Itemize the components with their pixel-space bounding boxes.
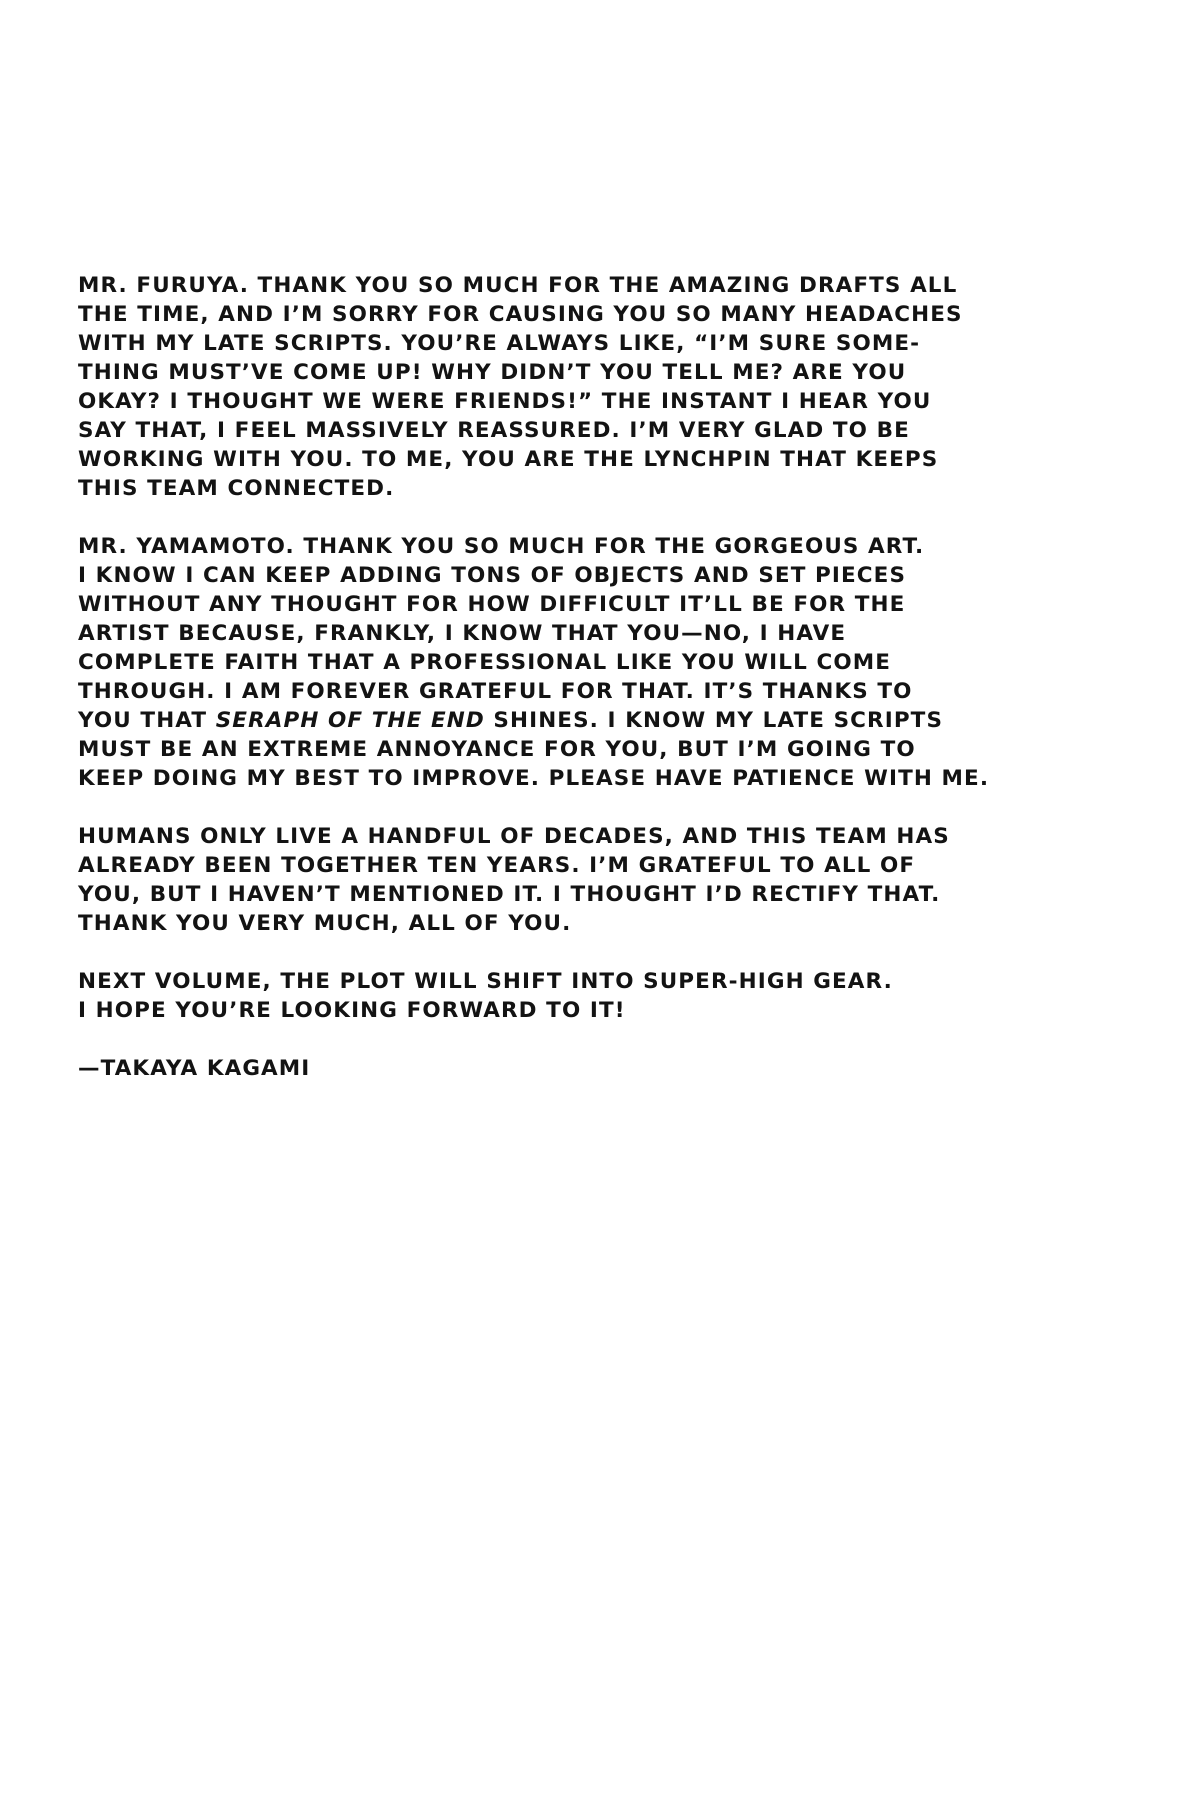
afterword-line: YOU, BUT I HAVEN’T MENTIONED IT. I THOUGHT I’D RECTIFY THAT.	[78, 882, 941, 907]
afterword-line: ARTIST BECAUSE, FRANKLY, I KNOW THAT YOU—NO, I HAVE	[78, 621, 847, 646]
afterword-line: MR. YAMAMOTO. THANK YOU SO MUCH FOR THE GORGEOUS ART.	[78, 534, 925, 559]
paragraph-next-volume-teaser	[78, 967, 1088, 1025]
afterword-line: THROUGH. I AM FOREVER GRATEFUL FOR THAT. IT’S THANKS TO	[78, 679, 913, 704]
afterword-line: I KNOW I CAN KEEP ADDING TONS OF OBJECTS AND SET PIECES	[78, 563, 907, 588]
afterword-line: COMPLETE FAITH THAT A PROFESSIONAL LIKE YOU WILL COME	[78, 650, 891, 675]
afterword-line-with-title	[78, 706, 1088, 735]
text-segment: SHINES. I KNOW MY LATE SCRIPTS	[484, 708, 944, 733]
afterword-line: WITHOUT ANY THOUGHT FOR HOW DIFFICULT IT’LL BE FOR THE	[78, 592, 906, 617]
paragraph-yamamoto-thanks	[78, 532, 1088, 793]
afterword-line: WORKING WITH YOU. TO ME, YOU ARE THE LYNCHPIN THAT KEEPS	[78, 447, 939, 472]
author-signature: —TAKAYA KAGAMI	[78, 1056, 311, 1081]
afterword-line: SAY THAT, I FEEL MASSIVELY REASSURED. I’M VERY GLAD TO BE	[78, 418, 910, 443]
afterword-line: KEEP DOING MY BEST TO IMPROVE. PLEASE HAVE PATIENCE WITH ME.	[78, 766, 990, 791]
afterword-line: THANK YOU VERY MUCH, ALL OF YOU.	[78, 911, 572, 936]
afterword-text-block	[78, 271, 1088, 1083]
afterword-line: MR. FURUYA. THANK YOU SO MUCH FOR THE AMAZING DRAFTS ALL	[78, 273, 958, 298]
text-segment: YOU THAT	[78, 708, 216, 733]
series-title: SERAPH OF THE END	[215, 708, 485, 733]
paragraph-team-gratitude	[78, 822, 1088, 938]
afterword-line: OKAY? I THOUGHT WE WERE FRIENDS!” THE INSTANT I HEAR YOU	[78, 389, 932, 414]
afterword-line: NEXT VOLUME, THE PLOT WILL SHIFT INTO SUPER-HIGH GEAR.	[78, 969, 893, 994]
afterword-line: I HOPE YOU’RE LOOKING FORWARD TO IT!	[78, 998, 626, 1023]
afterword-line: THING MUST’VE COME UP! WHY DIDN’T YOU TELL ME? ARE YOU	[78, 360, 907, 385]
afterword-line: ALREADY BEEN TOGETHER TEN YEARS. I’M GRATEFUL TO ALL OF	[78, 853, 916, 878]
paragraph-furuya-thanks	[78, 271, 1088, 503]
afterword-line: WITH MY LATE SCRIPTS. YOU’RE ALWAYS LIKE, “I’M SURE SOME-	[78, 331, 921, 356]
afterword-line: HUMANS ONLY LIVE A HANDFUL OF DECADES, AND THIS TEAM HAS	[78, 824, 950, 849]
afterword-line: THE TIME, AND I’M SORRY FOR CAUSING YOU SO MANY HEADACHES	[78, 302, 963, 327]
afterword-line: THIS TEAM CONNECTED.	[78, 476, 395, 501]
afterword-line: MUST BE AN EXTREME ANNOYANCE FOR YOU, BUT I’M GOING TO	[78, 737, 916, 762]
